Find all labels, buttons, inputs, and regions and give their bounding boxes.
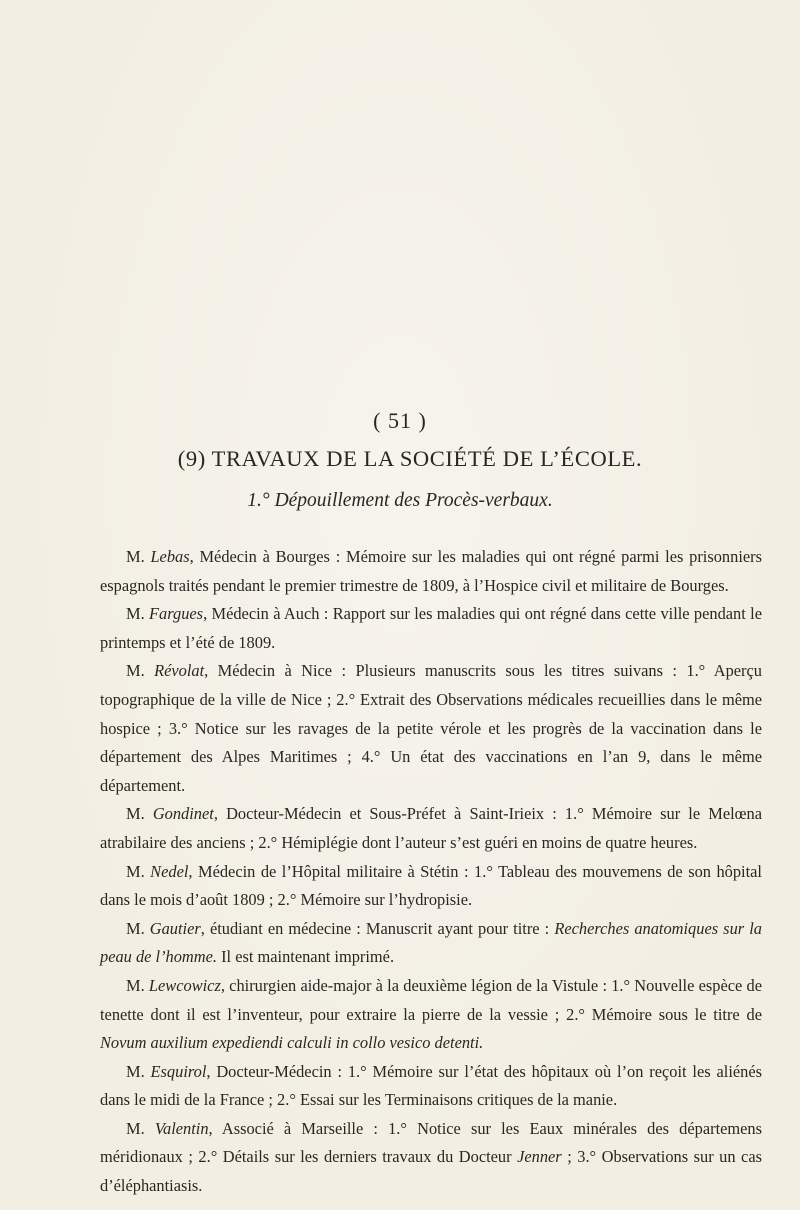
- entry-revolat: [100, 657, 762, 800]
- entry-lebas: [100, 543, 762, 600]
- entry-prefix: M.: [126, 918, 145, 938]
- entry-fargues: [100, 600, 762, 657]
- entry-text: , Médecin à Bourges : Mémoire sur les maladies qui ont régné parmi les prisonniers espagnols traités pendant le premier trimestre de 1809, à l’Hospice civil et militaire de Bourges.: [100, 547, 762, 595]
- entries-list: [100, 543, 762, 1201]
- entry-text: , Médecin à Nice : Plusieurs manuscrits sous les titres suivans : 1.° Aperçu topographique de la ville de Nice ; 2.° Extrait des Observations médicales recueillies dans le même hospice ; 3.° Notice sur les ravages de la petite vérole et les progrès de la vaccination dans le département des Alpes Maritimes ; 4.° Un état des vaccinations en l’an 9, dans le même département.: [100, 661, 762, 795]
- author-name: Valentin: [154, 1118, 209, 1138]
- entry-text: , Médecin à Auch : Rapport sur les maladies qui ont régné dans cette ville pendant le printemps et l’été de 1809.: [100, 604, 762, 652]
- entry-prefix: M.: [126, 661, 145, 681]
- entry-prefix: M.: [126, 1061, 145, 1081]
- entry-prefix: M.: [126, 1118, 145, 1138]
- entry-prefix: M.: [126, 861, 145, 881]
- entry-text: , chirurgien aide-major à la deuxième légion de la Vistule : 1.° Nouvelle espèce de tenette dont il est l’inventeur, pour extraire la pierre de la vessie ; 2.° Mémoire sous le titre de: [100, 975, 762, 1024]
- entry-text: , Docteur-Médecin et Sous-Préfet à Saint-Irieix : 1.° Mémoire sur le Melœna atrabilaire des anciens ; 2.° Hémiplégie dont l’auteur s’est guéri en moins de quatre heures.: [100, 804, 762, 852]
- page-number: ( 51 ): [373, 408, 427, 433]
- entry-text: , Docteur-Médecin : 1.° Mémoire sur l’état des hôpitaux où l’on reçoit les aliénés dans le midi de la France ; 2.° Essai sur les Terminaisons critiques de la manie.: [100, 1061, 762, 1110]
- author-name: Lebas: [150, 547, 190, 566]
- author-name: Gautier: [149, 918, 201, 938]
- work-title: Novum auxilium expediendi calculi in collo vesico detenti.: [100, 1033, 484, 1053]
- person-name: Jenner: [517, 1147, 562, 1167]
- author-name: Nedel: [150, 861, 189, 881]
- entry-prefix: M.: [126, 975, 145, 995]
- entry-esquirol: [100, 1058, 762, 1115]
- entry-prefix: M.: [126, 547, 145, 566]
- entry-valentin: [100, 1115, 762, 1201]
- entry-lewcowicz: [100, 972, 762, 1058]
- entry-text-after: Il est maintenant imprimé.: [216, 947, 395, 967]
- entry-nedel: [100, 858, 762, 915]
- work-title: Recherches anatomiques sur la peau de l’homme.: [100, 918, 762, 967]
- entry-text: , Médecin de l’Hôpital militaire à Stétin : 1.° Tableau des mouvemens de son hôpital dans le mois d’août 1809 ; 2.° Mémoire sur l’hydropisie.: [100, 861, 762, 910]
- author-name: Fargues: [149, 604, 204, 624]
- entry-prefix: M.: [126, 804, 145, 824]
- entry-gautier: [100, 915, 762, 972]
- author-name: Révolat: [154, 661, 205, 681]
- entry-gondinet: [100, 800, 762, 857]
- author-name: Lewcowicz: [148, 975, 221, 995]
- author-name: Esquirol: [150, 1061, 207, 1081]
- subsection-title: 1.° Dépouillement des Procès-verbaux.: [247, 490, 553, 511]
- section-title: (9) TRAVAUX DE LA SOCIÉTÉ DE L’ÉCOLE.: [177, 446, 643, 471]
- entry-text: , étudiant en médecine : Manuscrit ayant pour titre :: [200, 918, 555, 938]
- entry-text-after: ; 3.° Observations sur un cas d’éléphantiasis.: [100, 1147, 762, 1196]
- entry-prefix: M.: [126, 604, 145, 624]
- entry-text: , Associé à Marseille : 1.° Notice sur les Eaux minérales des départemens méridionaux ; 2.° Détails sur les derniers travaux du Docteur: [100, 1118, 762, 1167]
- author-name: Gondinet: [152, 804, 214, 824]
